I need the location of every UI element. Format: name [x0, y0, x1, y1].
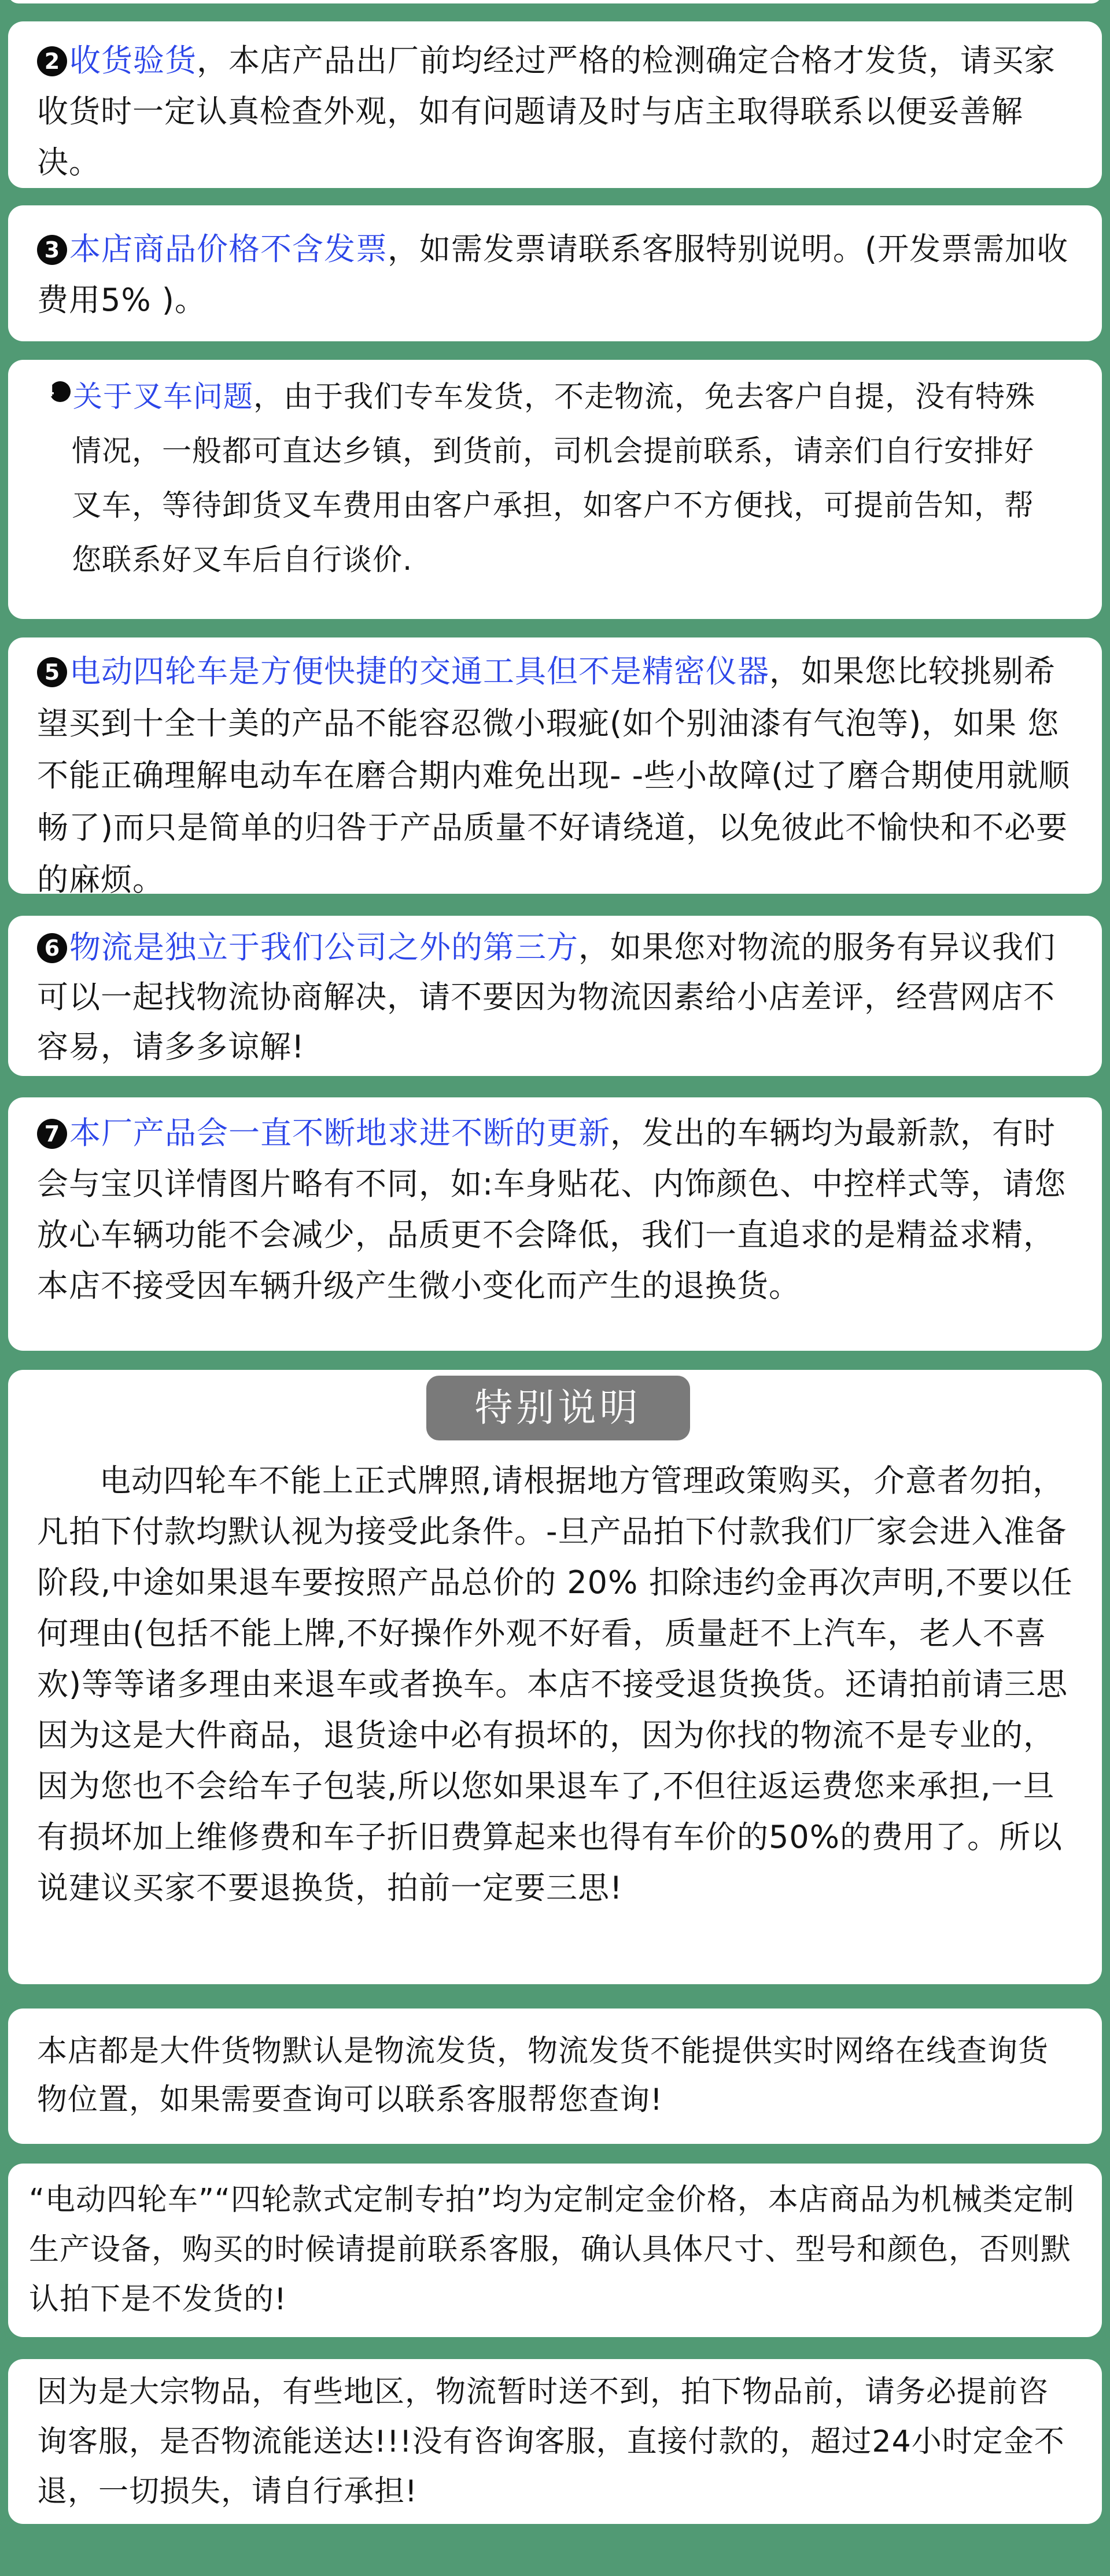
previous-card-edge: [8, 0, 1102, 3]
note-text: 因为是大宗物品，有些地区，物流暂时送不到，拍下物品前，请务必提前咨询客服，是否物流能送达!!!没有咨询客服，直接付款的，超过24小时定金不退，一切损失，请自行承担!: [37, 2375, 1065, 2509]
notice-text: ，本店产品出厂前均经过严格的检测确定合格才发货，请买家收货时一定认真检查外观，如有问题请及时与店主取得联系以便妥善解决。: [37, 42, 1056, 180]
notice-highlight: 电动四轮车是方便快捷的交通工具但不是精密仪器: [69, 653, 769, 690]
notice-highlight: 本厂产品会一直不断地求进不断的更新: [69, 1115, 610, 1151]
number-5-icon: 5: [37, 657, 67, 687]
shipping-tracking-note-card: [8, 2009, 1102, 2144]
delivery-coverage-note-card: [8, 2359, 1102, 2524]
notice-text: ，如需发票请联系客服特别说明。(开发票需加收费用5% )。: [37, 231, 1069, 318]
note-text: “电动四轮车”“四轮款式定制专拍”均为定制定金价格，本店商品为机械类定制生产设备，购买的时候请提前联系客服，确认具体尺寸、型号和颜色，否则默认拍下是不发货的!: [29, 2183, 1075, 2317]
notice-paragraph: [37, 1108, 1079, 1311]
notice-card-invoice: [8, 205, 1102, 341]
number-3-icon: 3: [37, 235, 67, 265]
custom-deposit-note-card: [8, 2164, 1102, 2337]
special-notice-card: [8, 1370, 1102, 1984]
notice-card-product-updates: [8, 1097, 1102, 1351]
notice-paragraph: [37, 224, 1079, 326]
special-notice-title: 特别说明: [426, 1376, 690, 1440]
special-notice-text: 电动四轮车不能上正式牌照,请根据地方管理政策购买，介意者勿拍，凡拍下付款均默认视为接受此条件。-旦产品拍下付款我们厂家会进入准备阶段,中途如果退车要按照产品总价的 20% 扣除违约金再次声明,不要以任何理由(包括不能上牌,不好操作外观不好看，质量赶不上汽车，老人不喜欢)等等诸多理由来退车或者换车。本店不接受退货换货。还请拍前请三思因为这是大件商品，退货途中必有损坏的，因为你找的物流不是专业的，因为您也不会给车子包装,所以您如果退车了,不但往返运费您来承担,一旦有损坏加上维修费和车子折旧费算起来也得有车价的50%的费用了。所以说建议买家不要退换货，拍前一定要三思!: [37, 1462, 1073, 1906]
notice-card-forklift: [8, 360, 1102, 619]
note-text: 本店都是大件货物默认是物流发货，物流发货不能提供实时网络在线查询货物位置，如果需要查询可以联系客服帮您查询!: [37, 2034, 1049, 2117]
number-2-icon: 2: [37, 46, 67, 76]
notice-highlight: 物流是独立于我们公司之外的第三方: [69, 929, 578, 965]
notice-card-logistics: [8, 916, 1102, 1076]
notice-text: ，如果您比较挑剔希望买到十全十美的产品不能容忍微小瑕疵(如个别油漆有气泡等)，如果 您不能正确理解电动车在磨合期内难免出现- -些小故障(过了磨合期使用就顺畅了)而只是简单的归咎于产品质量不好请绕道，以免彼此不愉快和不必要的麻烦。: [37, 653, 1071, 898]
notice-highlight: 收货验货: [69, 42, 197, 79]
notice-highlight: 关于叉车问题: [73, 380, 254, 414]
number-7-icon: 7: [37, 1119, 67, 1149]
notice-highlight: 本店商品价格不含发票: [69, 231, 388, 267]
notice-paragraph: [37, 35, 1079, 188]
notice-card-vehicle-quality: [8, 637, 1102, 898]
notice-text: ，由于我们专车发货，不走物流，免去客户自提，没有特殊情况，一般都可直达乡镇，到货前，司机会提前联系，请亲们自行安排好叉车，等待卸货叉车费用由客户承担，如客户不方便找，可提前告知，帮您联系好叉车后自行谈价.: [72, 380, 1036, 577]
notice-paragraph: [37, 923, 1079, 1072]
notice-card-receiving: [8, 21, 1102, 188]
notice-text: ，如果您对物流的服务有异议我们可以一起找物流协商解决，请不要因为物流因素给小店差评，经营网店不容易，请多多谅解!: [37, 929, 1056, 1065]
notice-paragraph: [43, 370, 1050, 588]
notice-text: ，发出的车辆均为最新款，有时会与宝贝详情图片略有不同，如:车身贴花、内饰颜色、中控样式等，请您放心车辆功能不会减少，品质更不会降低，我们一直追求的是精益求精，本店不接受因车辆升级产生微小变化而产生的退换货。: [37, 1115, 1067, 1304]
number-4-icon: 4: [50, 381, 71, 402]
notice-paragraph: [37, 646, 1079, 906]
number-6-icon: 6: [37, 933, 67, 963]
